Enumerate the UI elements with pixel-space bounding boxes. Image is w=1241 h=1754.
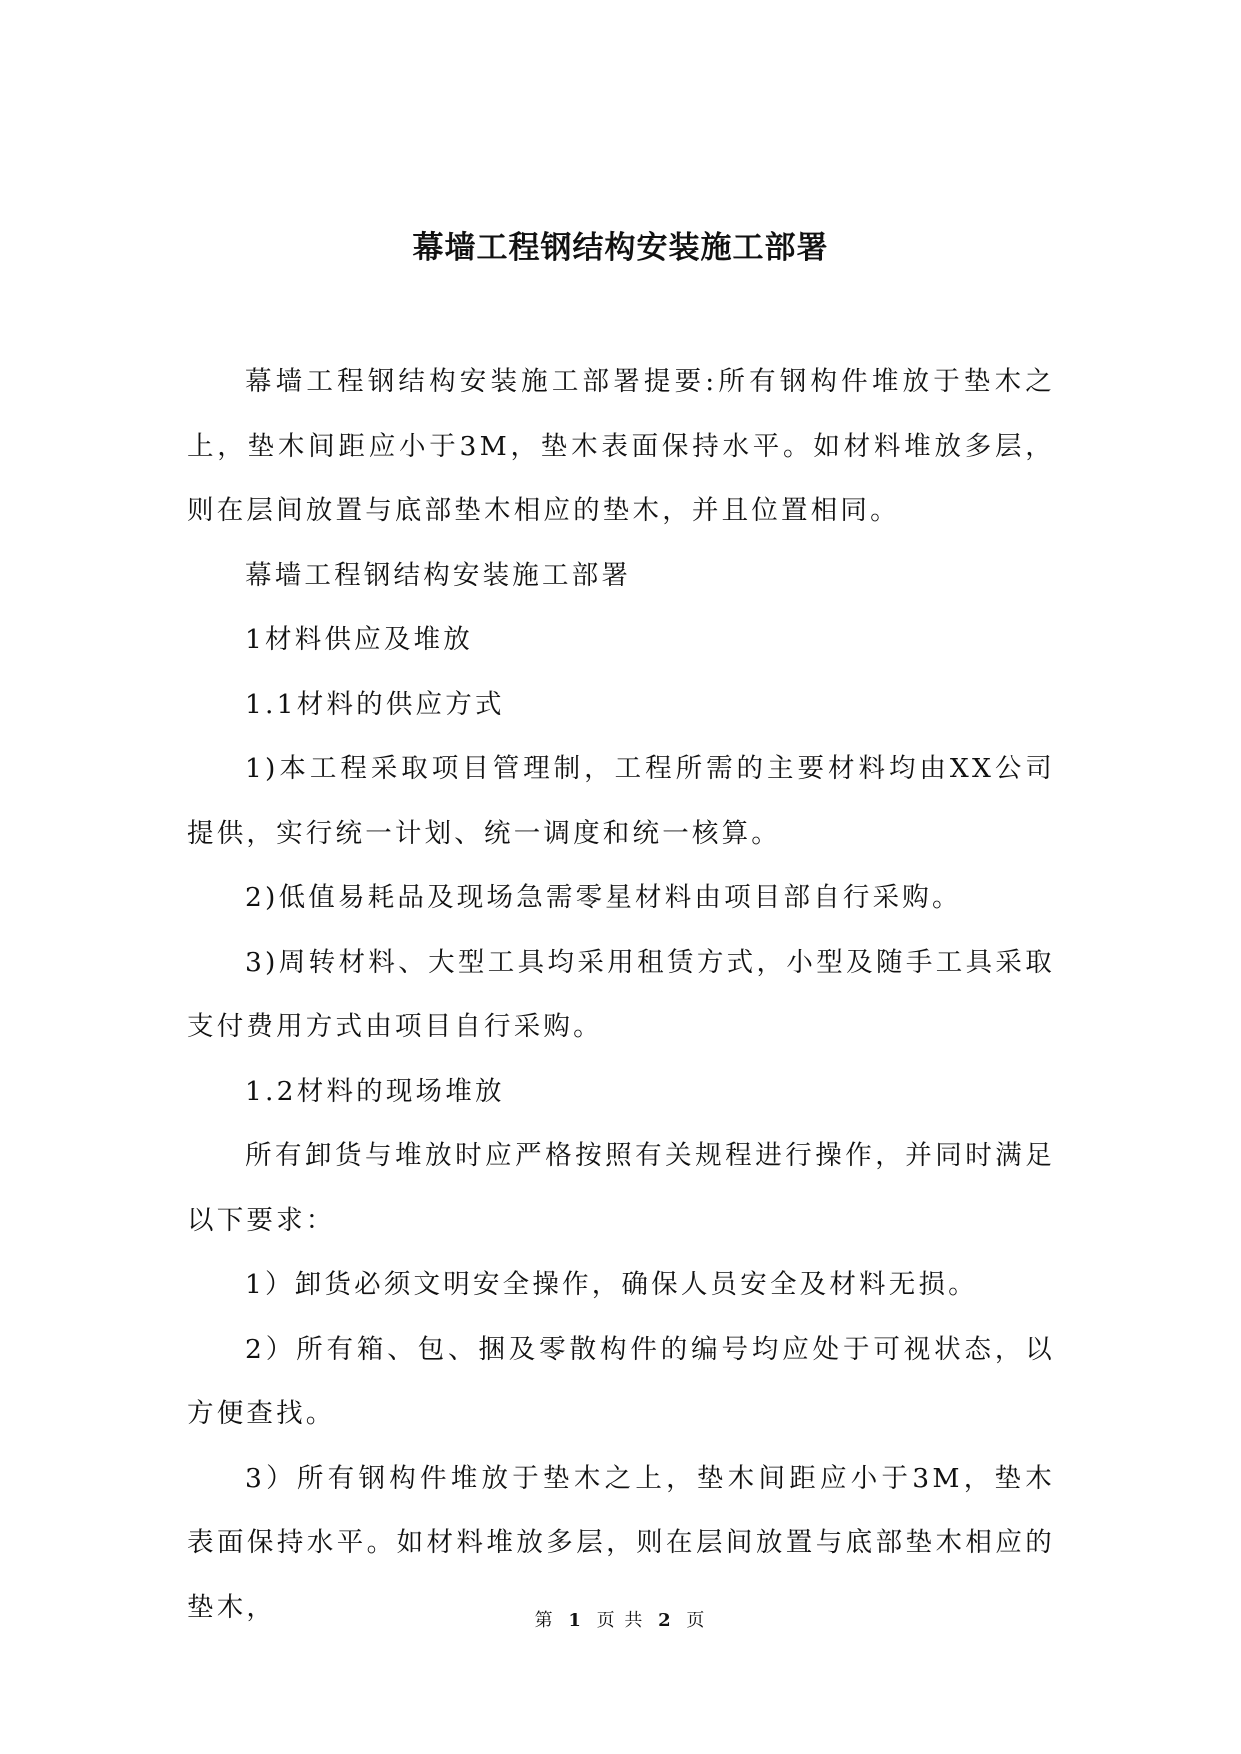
paragraph: 所有卸货与堆放时应严格按照有关规程进行操作，并同时满足以下要求： xyxy=(187,1140,1055,1236)
paragraph: 2)低值易耗品及现场急需零星材料由项目部自行采购。 xyxy=(245,882,962,913)
total-pages-number: 2 xyxy=(658,1610,673,1631)
footer-suffix: 页 xyxy=(686,1610,707,1631)
footer-middle: 页 共 xyxy=(596,1610,645,1631)
paragraph: 1)本工程采取项目管理制，工程所需的主要材料均由XX公司提供，实行统一计划、统一调度和统一核算。 xyxy=(187,753,1055,849)
current-page-number: 1 xyxy=(568,1610,583,1631)
paragraph: 3）所有钢构件堆放于垫木之上，垫木间距应小于3M，垫木表面保持水平。如材料堆放多层，则在层间放置与底部垫木相应的垫木， xyxy=(187,1462,1055,1623)
document-title: 幕墙工程钢结构安装施工部署 xyxy=(412,230,829,266)
document-body xyxy=(187,350,1055,1640)
paragraph: 1.1材料的供应方式 xyxy=(245,688,505,720)
paragraph: 1材料供应及堆放 xyxy=(245,624,473,655)
paragraph: 3)周转材料、大型工具均采用租赁方式，小型及随手工具采取支付费用方式由项目自行采购。 xyxy=(187,946,1055,1042)
paragraph: 1）卸货必须文明安全操作，确保人员安全及材料无损。 xyxy=(245,1269,978,1300)
paragraph: 幕墙工程钢结构安装施工部署 xyxy=(245,559,632,591)
page-footer xyxy=(0,1606,1241,1632)
paragraph: 幕墙工程钢结构安装施工部署提要:所有钢构件堆放于垫木之上，垫木间距应小于3M，垫木表面保持水平。如材料堆放多层，则在层间放置与底部垫木相应的垫木，并且位置相同。 xyxy=(187,366,1055,526)
paragraph: 2）所有箱、包、捆及零散构件的编号均应处于可视状态，以方便查找。 xyxy=(187,1333,1055,1429)
footer-prefix: 第 xyxy=(534,1610,555,1631)
paragraph: 1.2材料的现场堆放 xyxy=(245,1075,505,1107)
